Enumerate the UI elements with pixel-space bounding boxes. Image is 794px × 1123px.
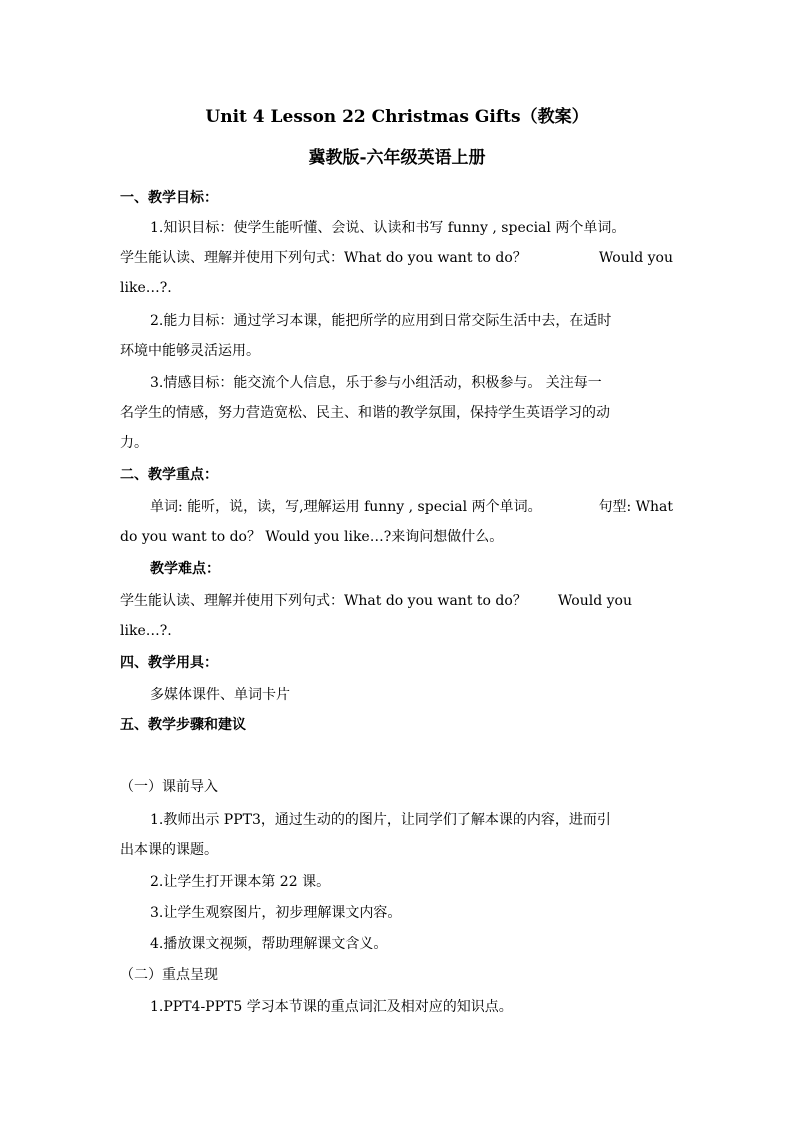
- introduction-line-5: 4.播放课文视频，帮助理解课文含义。: [150, 936, 388, 952]
- section-heading-steps: 五、教学步骤和建议: [120, 717, 246, 733]
- key-points-words: 单词: 能听，说，读，写,理解运用 funny , special 两个单词。: [150, 499, 542, 515]
- key-points-line-2: do you want to do？ Would you like…?来询问想做什么。: [120, 529, 504, 545]
- introduction-line-2: 出本课的课题。: [120, 842, 218, 858]
- doc-title: Unit 4 Lesson 22 Christmas Gifts（教案）: [205, 107, 589, 127]
- objective-ability-line-2: 环境中能够灵活运用。: [120, 343, 260, 359]
- key-presentation-line-1: 1.PPT4-PPT5 学习本节课的重点词汇及相对应的知识点。: [150, 999, 513, 1015]
- objective-knowledge-line-2-tail: Would you: [598, 250, 673, 266]
- introduction-line-1: 1.教师出示 PPT3，通过生动的的图片，让同学们了解本课的内容，进而引: [150, 812, 611, 828]
- difficulties-line-1: [120, 591, 632, 611]
- objective-ability-line-1: 2.能力目标：通过学习本课，能把所学的应用到日常交际生活中去，在适时: [150, 313, 612, 329]
- objective-knowledge-line-2-text: 学生能认读、理解并使用下列句式：What do you want to do？: [120, 250, 527, 266]
- objective-emotion-line-2: 名学生的情感，努力营造宽松、民主、和谐的教学氛围，保持学生英语学习的动: [120, 405, 610, 421]
- doc-subtitle: 冀教版-六年级英语上册: [308, 148, 486, 168]
- section-heading-difficulties: 教学难点：: [150, 561, 220, 577]
- key-points-sentence-label: 句型: What: [598, 499, 673, 515]
- step-heading-key-presentation: （二）重点呈现: [120, 967, 218, 983]
- section-heading-teaching-aids: 四、教学用具：: [120, 655, 218, 671]
- difficulties-line-1-tail: Would you: [557, 593, 632, 609]
- section-heading-objectives: 一、教学目标：: [120, 190, 218, 206]
- objective-knowledge-line-3: like…?.: [120, 280, 172, 296]
- objective-emotion-line-3: 力。: [120, 435, 148, 451]
- objective-emotion-line-1: 3.情感目标：能交流个人信息，乐于参与小组活动，积极参与。 关注每一: [150, 375, 602, 391]
- objective-knowledge-line-1: 1.知识目标：使学生能听懂、会说、认读和书写 funny , special 两个单词。: [150, 220, 626, 236]
- objective-knowledge-line-2: [120, 248, 673, 268]
- teaching-aids-line: 多媒体课件、单词卡片: [150, 687, 290, 703]
- step-heading-introduction: （一）课前导入: [120, 779, 218, 795]
- introduction-line-3: 2.让学生打开课本第 22 课。: [150, 874, 331, 890]
- section-heading-key-points: 二、教学重点：: [120, 467, 218, 483]
- key-points-line-1: [150, 497, 673, 517]
- introduction-line-4: 3.让学生观察图片，初步理解课文内容。: [150, 905, 402, 921]
- difficulties-line-2: like…?.: [120, 623, 172, 639]
- difficulties-line-1-text: 学生能认读、理解并使用下列句式：What do you want to do？: [120, 593, 527, 609]
